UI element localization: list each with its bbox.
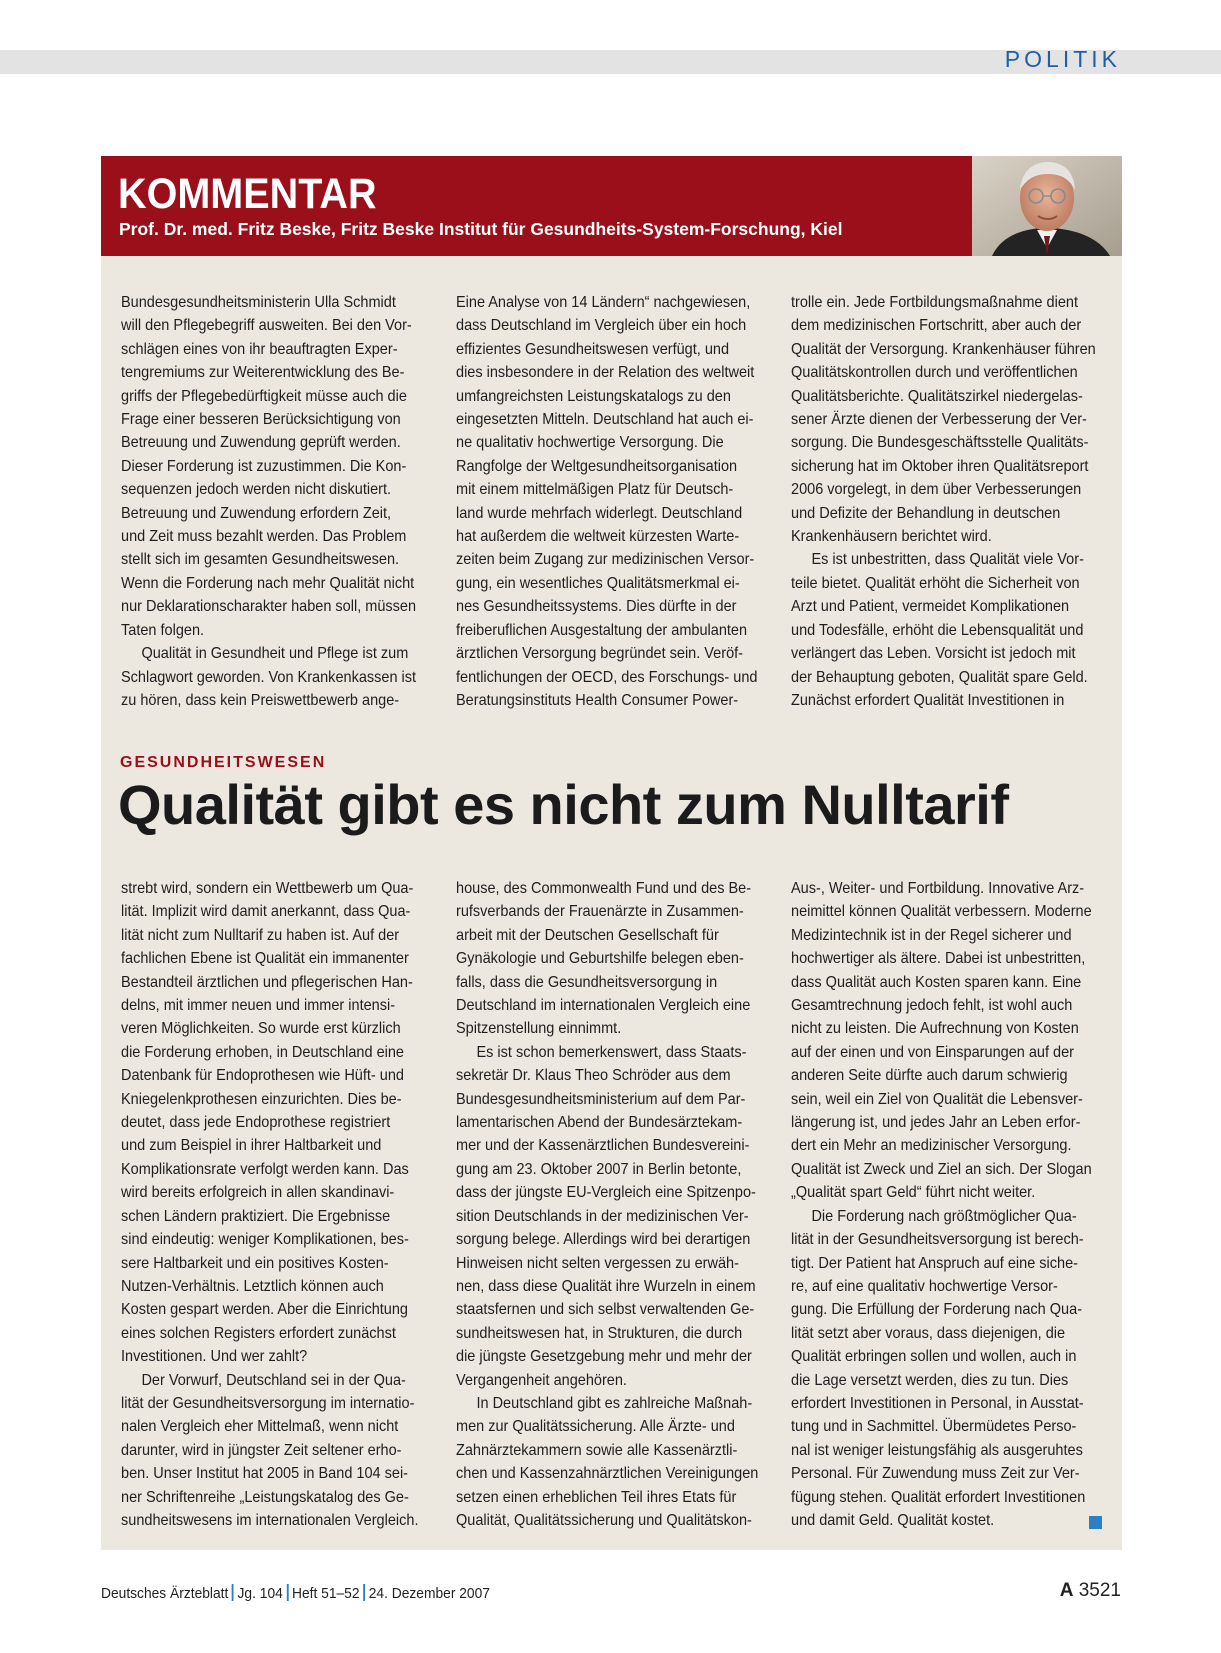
text-line: nalen Vergleich eher Mittelmaß, wenn nicht	[121, 1418, 399, 1436]
text-line: lität der Gesundheitsversorgung im internatio-	[121, 1394, 415, 1412]
text-line: effizientes Gesundheitswesen verfügt, und	[456, 340, 730, 358]
text-line: schen Ländern praktiziert. Die Ergebnisse	[121, 1207, 391, 1225]
text-line: wird bereits erfolgreich in allen skandinavi-	[121, 1184, 395, 1202]
text-line: ärztlichen Versorgung begründet sein. Veröf-	[456, 645, 744, 663]
comment-column-1	[121, 291, 417, 712]
text-line: dies insbesondere in der Relation des weltweit	[456, 364, 755, 382]
journal-issue: Heft 51–52	[292, 1585, 360, 1602]
text-line: 2006 vorgelegt, in dem über Verbesserungen	[791, 481, 1082, 499]
text-line: Medizintechnik ist in der Regel sicherer und	[791, 926, 1072, 944]
article-column-2	[456, 877, 759, 1532]
text-line: sundheitswesens im internationalen Vergleich.	[121, 1511, 419, 1529]
text-line: „Qualität spart Geld“ führt nicht weiter.	[791, 1184, 1036, 1202]
text-line: setzen einen erheblichen Teil ihres Etats für	[456, 1488, 737, 1506]
comment-column-3	[791, 291, 1096, 712]
text-line: Bundesgesundheitsministerin Ulla Schmidt	[121, 294, 396, 311]
article-column-1	[121, 877, 419, 1532]
text-line: veren Möglichkeiten. So wurde erst kürzlich	[121, 1020, 401, 1038]
text-line: Komplikationsrate verfolgt werden kann. Das	[121, 1160, 409, 1178]
text-line: erfordert Investitionen in Personal, in Ausstat-	[791, 1394, 1084, 1412]
text-line: umfangreichsten Leistungskatalogs zu den	[456, 387, 731, 405]
text-line: strebt wird, sondern ein Wettbewerb um Qua-	[121, 880, 414, 897]
text-line: sekretär Dr. Klaus Theo Schröder aus dem	[456, 1067, 731, 1085]
text-line: Qualität erbringen sollen und wollen, auch in	[791, 1348, 1077, 1366]
text-line: men zur Qualitätssicherung. Alle Ärzte- und	[456, 1418, 735, 1436]
text-line: Arzt und Patient, vermeidet Komplikationen	[791, 598, 1070, 616]
text-line: Frage einer besseren Berücksichtigung von	[121, 411, 401, 429]
text-line: stellt sich im gesamten Gesundheitswesen.	[121, 551, 400, 569]
text-line: gung. Die Erfüllung der Forderung nach Qua-	[791, 1301, 1083, 1319]
text-line: Kniegelenkprothesen einzurichten. Dies be-	[121, 1090, 402, 1108]
text-line: sere Haltbarkeit und ein positives Kosten-	[121, 1254, 389, 1272]
text-line: auf der einen und von Einsparungen auf der	[791, 1043, 1075, 1061]
text-line: Qualitätsberichte. Qualitätszirkel niedergelas-	[791, 387, 1083, 405]
text-line: die Lage versetzt werden, dies zu tun. Dies	[791, 1371, 1069, 1389]
text-line: und zum Beispiel in ihrer Haltbarkeit und	[121, 1137, 382, 1155]
text-line: fachlichen Ebene ist Qualität ein immanenter	[121, 950, 409, 968]
text-line: sind eindeutig: weniger Komplikationen, bes-	[121, 1231, 409, 1249]
text-line: ner Schriftenreihe „Leistungskatalog des Ge-	[121, 1488, 409, 1506]
text-line: freiberuflichen Ausgestaltung der ambulanten	[456, 621, 748, 639]
text-line: re, auf eine qualitativ hochwertige Versor-	[791, 1277, 1058, 1295]
text-line: tung und in Sachmittel. Übermüdetes Perso-	[791, 1418, 1077, 1436]
text-line: chen und Kassenzahnärztlichen Vereinigungen	[456, 1465, 759, 1483]
text-line: schlägen eines von ihr beauftragten Exper-	[121, 340, 398, 358]
text-line: Qualität der Versorgung. Krankenhäuser führen	[791, 340, 1096, 358]
end-mark-icon	[1089, 1516, 1102, 1529]
text-line: Hinweisen nicht selten vergessen zu erwäh-	[456, 1254, 739, 1272]
text-line: Krankenhäusern berichtet wird.	[791, 528, 992, 546]
text-line: Taten folgen.	[121, 621, 205, 639]
text-line: und Zeit muss bezahlt werden. Das Problem	[121, 528, 407, 546]
page-number-value: 3521	[1078, 1580, 1121, 1601]
text-line: Spitzenstellung einnimmt.	[456, 1020, 622, 1038]
text-line: sener Ärzte dienen der Verbesserung der Ver-	[791, 411, 1087, 429]
section-label: POLITIK	[1004, 46, 1121, 72]
text-line: Datenbank für Endoprothesen wie Hüft- und	[121, 1067, 404, 1085]
text-line: fügung stehen. Qualität erfordert Investitionen	[791, 1488, 1086, 1506]
text-line: und Defizite der Behandlung in deutschen	[791, 504, 1061, 522]
text-line: verlängert das Leben. Vorsicht ist jedoch mit	[791, 645, 1076, 663]
page-number	[1060, 1580, 1121, 1602]
text-line: dert ein Mehr an medizinischer Versorgung.	[791, 1137, 1072, 1155]
text-line: Schlagwort geworden. Von Krankenkassen ist	[121, 668, 417, 686]
text-line: sition Deutschlands in der medizinischen Ver-	[456, 1207, 749, 1225]
journal-volume: Jg. 104	[237, 1585, 283, 1602]
text-line: lität in der Gesundheitsversorgung ist berech-	[791, 1231, 1084, 1249]
text-line: griffs der Pflegebedürftigkeit müsse auch die	[121, 387, 407, 405]
text-line: Der Vorwurf, Deutschland sei in der Qua-	[141, 1371, 406, 1389]
text-line: Qualität ist Zweck und Ziel an sich. Der Slogan	[791, 1160, 1092, 1178]
text-line: will den Pflegebegriff ausweiten. Bei den Vor-	[121, 317, 412, 335]
text-line: lität setzt aber voraus, dass diejenigen, die	[791, 1324, 1066, 1342]
footer-separator	[232, 1584, 234, 1601]
text-line: dem medizinischen Fortschritt, aber auch der	[791, 317, 1082, 335]
text-line: die Forderung erhoben, in Deutschland eine	[121, 1043, 404, 1061]
page-prefix: A	[1059, 1580, 1074, 1601]
text-line: falls, dass die Gesundheitsversorgung in	[456, 973, 718, 991]
issue-date: 24. Dezember 2007	[368, 1585, 490, 1602]
text-line: Gesamtrechnung jedoch fehlt, ist wohl auch	[791, 997, 1073, 1015]
text-line: nen, dass diese Qualität ihre Wurzeln in einem	[456, 1277, 756, 1295]
text-line: Aus-, Weiter- und Fortbildung. Innovative Arz-	[791, 880, 1085, 897]
article-kicker: GESUNDHEITSWESEN	[120, 754, 327, 771]
text-line: Kosten gespart werden. Aber die Einrichtung	[121, 1301, 409, 1319]
text-line: sicherung hat im Oktober ihren Qualitätsreport	[791, 457, 1089, 475]
text-line: lität nicht zum Nulltarif zu haben ist. Auf der	[121, 926, 400, 944]
text-line: In Deutschland gibt es zahlreiche Maßnah-	[476, 1394, 753, 1412]
text-line: die jüngste Gesetzgebung mehr und mehr der	[456, 1348, 752, 1366]
text-line: hat außerdem die weltweit kürzesten Warte-	[456, 528, 740, 546]
text-line: Betreuung und Zuwendung geprüft werden.	[121, 434, 401, 452]
text-line: tigt. Der Patient hat Anspruch auf eine siche-	[791, 1254, 1078, 1272]
text-line: Qualität, Qualitätssicherung und Qualitätskon-	[456, 1511, 752, 1529]
text-line: trolle ein. Jede Fortbildungsmaßnahme dient	[791, 294, 1078, 311]
article-headline: Qualität gibt es nicht zum Nulltarif	[118, 773, 1009, 836]
text-line: sequenzen jedoch werden nicht diskutiert.	[121, 481, 392, 499]
text-line: Zahnärztekammern sowie alle Kassenärztli-	[456, 1441, 738, 1459]
text-line: zeiten beim Zugang zur medizinischen Versor-	[456, 551, 755, 569]
text-line: staatsfernen und sich selbst verwaltenden Ge-	[456, 1301, 755, 1319]
text-line: und Todesfälle, erhöht die Lebensqualität und	[791, 621, 1084, 639]
text-line: ben. Unser Institut hat 2005 in Band 104 sei-	[121, 1465, 409, 1483]
text-line: nicht zu leisten. Die Aufrechnung von Kosten	[791, 1020, 1079, 1038]
text-line: deutet, dass jede Endoprothese registriert	[121, 1114, 391, 1132]
text-line: dass der jüngste EU-Vergleich eine Spitzenpo-	[456, 1184, 756, 1202]
text-line: gung am 23. Oktober 2007 in Berlin betonte,	[456, 1160, 742, 1178]
footer-separator	[363, 1584, 365, 1601]
text-line: nes Gesundheitssystems. Dies dürfte in der	[456, 598, 737, 616]
text-line: gung, ein wesentliches Qualitätsmerkmal ei-	[456, 574, 740, 592]
text-line: darunter, wird in jüngster Zeit seltener erho-	[121, 1441, 402, 1459]
comment-column-2	[456, 291, 758, 712]
text-line: rufsverbands der Frauenärzte in Zusammen-	[456, 903, 744, 921]
text-line: Investitionen. Und wer zahlt?	[121, 1348, 308, 1366]
text-line: Dieser Forderung ist zuzustimmen. Die Kon-	[121, 457, 407, 475]
text-line: Deutschland im internationalen Vergleich eine	[456, 997, 751, 1015]
text-line: mit einem mittelmäßigen Platz für Deutsch-	[456, 481, 734, 499]
author-portrait	[972, 156, 1122, 256]
footer-citation	[101, 1584, 490, 1602]
text-line: Rangfolge der Weltgesundheitsorganisation	[456, 457, 738, 475]
text-line: delns, mit immer neuen und immer intensi-	[121, 997, 396, 1015]
text-line: dass Deutschland im Vergleich über ein hoch	[456, 317, 747, 335]
text-line: lamentarischen Abend der Bundesärztekam-	[456, 1114, 743, 1132]
text-line: Beratungsinstituts Health Consumer Power-	[456, 691, 739, 709]
comment-label: KOMMENTAR	[118, 170, 377, 218]
text-line: Wenn die Forderung nach mehr Qualität nicht	[121, 574, 415, 592]
text-line: Betreuung und Zuwendung erfordern Zeit,	[121, 504, 392, 522]
text-line: teile bietet. Qualität erhöht die Sicherheit von	[791, 574, 1080, 592]
text-line: arbeit mit der Deutschen Gesellschaft für	[456, 926, 719, 944]
text-line: land wurde mehrfach widerlegt. Deutschland	[456, 504, 743, 522]
text-line: Es ist unbestritten, dass Qualität viele Vor-	[811, 551, 1084, 569]
text-line: neimittel können Qualität verbessern. Moderne	[791, 903, 1092, 921]
text-line: Es ist schon bemerkenswert, dass Staats-	[476, 1043, 747, 1061]
text-line: dass Qualität auch Kosten sparen kann. Eine	[791, 973, 1082, 991]
text-line: fentlichungen der OECD, des Forschungs- und	[456, 668, 758, 686]
journal-name: Deutsches Ärzteblatt	[101, 1585, 229, 1602]
text-line: lität. Implizit wird damit anerkannt, dass Qua-	[121, 903, 411, 921]
text-line: Eine Analyse von 14 Ländern“ nachgewiesen,	[456, 294, 751, 311]
article-column-3	[791, 877, 1092, 1532]
text-line: anderen Seite dürfte auch darum schwierig	[791, 1067, 1068, 1085]
text-line: sorgung. Die Bundesgeschäftsstelle Qualitäts-	[791, 434, 1089, 452]
text-line: Vergangenheit angehören.	[456, 1371, 627, 1389]
footer-separator	[286, 1584, 288, 1601]
text-line: Qualität in Gesundheit und Pflege ist zum	[141, 645, 409, 663]
text-line: eines solchen Registers erfordert zunächst	[121, 1324, 396, 1342]
text-line: Nutzen-Verhältnis. Letztlich können auch	[121, 1277, 384, 1295]
text-line: und damit Geld. Qualität kostet.	[791, 1511, 995, 1529]
text-line: mer und der Kassenärztlichen Bundesvereini-	[456, 1137, 750, 1155]
text-line: sundheitswesen hat, in Strukturen, die durch	[456, 1324, 743, 1342]
text-line: sorgung belege. Allerdings wird bei derartigen	[456, 1231, 751, 1249]
text-line: Zunächst erfordert Qualität Investitionen in	[791, 691, 1065, 709]
text-line: Die Forderung nach größtmöglicher Qua-	[811, 1207, 1077, 1225]
text-line: Bestandteil ärztlichen und pflegerischen Han-	[121, 973, 413, 991]
text-line: eingesetzten Mitteln. Deutschland hat auch ei-	[456, 411, 754, 429]
text-line: house, des Commonwealth Fund und des Be-	[456, 880, 752, 897]
author-line: Prof. Dr. med. Fritz Beske, Fritz Beske Institut für Gesundheits-System-Forschung, Kiel	[119, 219, 843, 239]
text-line: hochwertiger als ältere. Dabei ist unbestritten,	[791, 950, 1086, 968]
text-line: Gynäkologie und Geburtshilfe belegen eben-	[456, 950, 744, 968]
text-line: nur Deklarationscharakter haben soll, müssen	[121, 598, 417, 616]
text-line: zu hören, dass kein Preiswettbewerb ange-	[121, 691, 400, 709]
text-line: Personal. Für Zuwendung muss Zeit zur Ver-	[791, 1465, 1080, 1483]
text-line: tengremiums zur Weiterentwicklung des Be-	[121, 364, 405, 382]
text-line: längerung ist, und jedes Jahr an Leben erfor-	[791, 1114, 1081, 1132]
text-line: Qualitätskontrollen durch und veröffentlichen	[791, 364, 1078, 382]
text-line: nal ist weniger leistungsfähig als ausgeruhtes	[791, 1441, 1083, 1459]
text-line: sein, weil ein Ziel von Qualität die Lebensver-	[791, 1090, 1083, 1108]
text-line: Bundesgesundheitsministerium auf dem Par-	[456, 1090, 746, 1108]
text-line: ne qualitativ hochwertige Versorgung. Die	[456, 434, 724, 452]
text-line: der Behauptung geboten, Qualität spare Geld.	[791, 668, 1088, 686]
